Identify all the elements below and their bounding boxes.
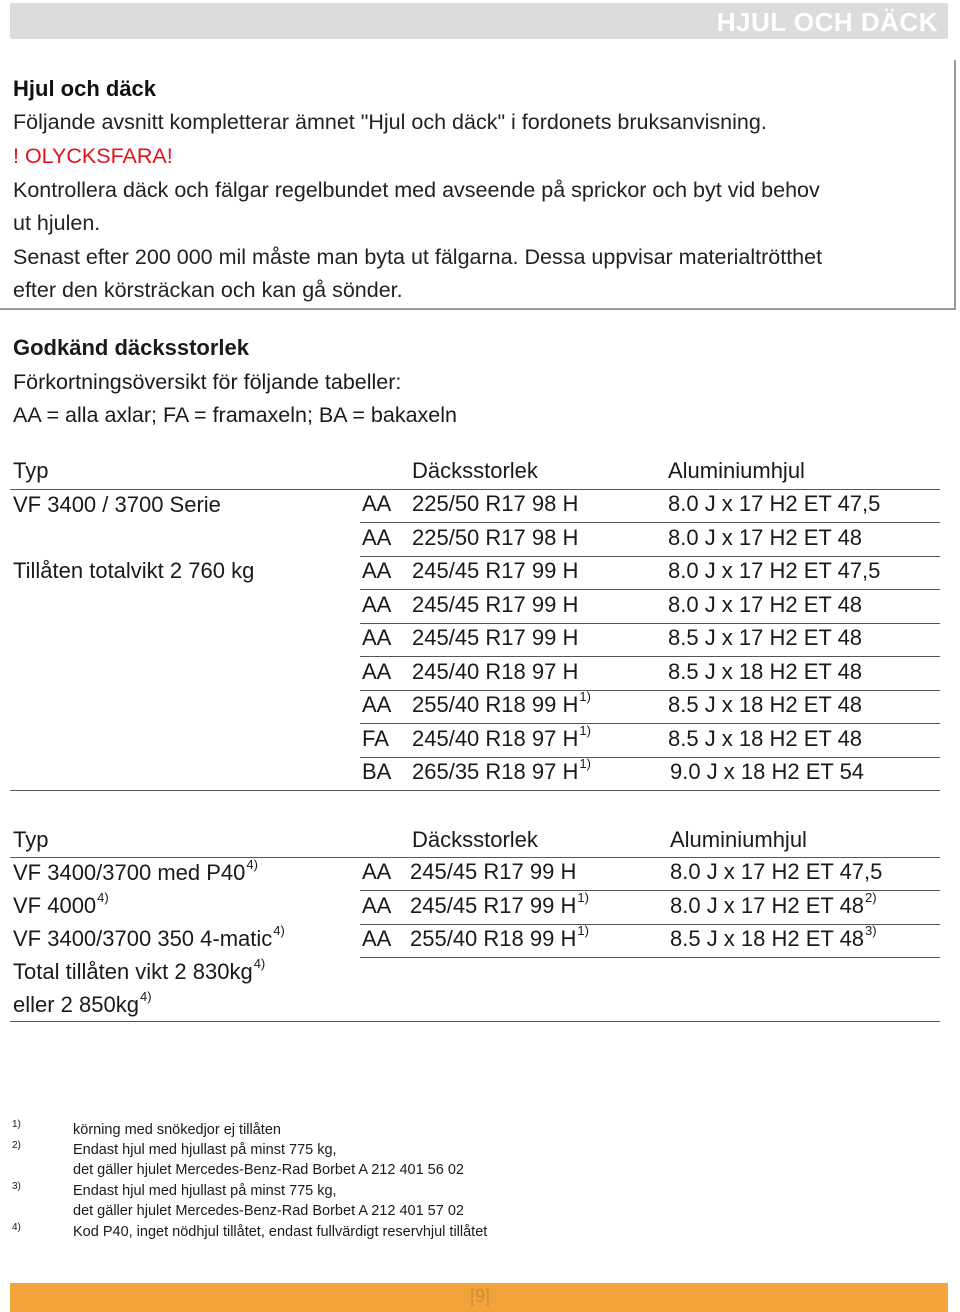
footnote-text-continued: det gäller hjulet Mercedes-Benz-Rad Borbet A 212 401 56 02 xyxy=(73,1162,464,1178)
footnote-number: 4) xyxy=(12,1222,21,1233)
table2-type-cell: VF 3400/3700 med P40$^{4)}$ xyxy=(13,857,258,885)
table-row xyxy=(360,657,940,691)
table2-header-type: Typ xyxy=(13,827,49,852)
rim-cell: 9.0 J x 18 H2 ET 54 xyxy=(670,759,865,784)
tire-size-cell: 245/40 R18 97 H xyxy=(412,659,579,684)
header-bar xyxy=(10,3,948,39)
warning-line-1: Kontrollera däck och fälgar regelbundet med avseende på sprickor och byt vid behov xyxy=(13,178,820,202)
axle-cell: BA xyxy=(362,759,392,784)
rim-cell: 8.5 J x 18 H2 ET 48$^{3)}$ xyxy=(670,923,877,951)
table-row xyxy=(360,924,940,958)
footnote-number: 2) xyxy=(12,1140,21,1151)
table2-type-cell: VF 3400/3700 350 4-matic$^{4)}$ xyxy=(13,923,285,951)
table-row xyxy=(360,891,940,925)
axle-cell: AA xyxy=(362,592,392,617)
table2-type-cell: VF 4000$^{4)}$ xyxy=(13,890,109,918)
table-row xyxy=(360,857,940,891)
tire-size-cell: 225/50 R17 98 H xyxy=(412,491,579,516)
table2-weight-line-1: Total tillåten vikt 2 $830kg^{4)}$ xyxy=(13,956,266,984)
tire-size-cell: 245/45 R17 99 H xyxy=(412,592,579,617)
axle-cell: AA xyxy=(362,926,392,951)
rim-cell: 8.0 J x 17 H2 ET 47,5 xyxy=(670,859,883,884)
rim-cell: 8.0 J x 17 H2 ET 48$^{2)}$ xyxy=(670,890,877,918)
table1-header-tire: Däcksstorlek xyxy=(412,458,538,483)
axle-cell: AA xyxy=(362,659,392,684)
footnote-text: Endast hjul med hjullast på minst 775 kg, xyxy=(73,1142,337,1158)
header-title: HJUL OCH DÄCK xyxy=(716,7,938,37)
table-row xyxy=(360,489,940,523)
warning-line-3: Senast efter 200 000 mil måste man byta ut fälgarna. Dessa uppvisar materialtrötthet xyxy=(13,245,823,269)
tire-size-cell: 265/35 R18 97 $H^{1)}$ xyxy=(412,756,591,784)
tire-size-cell: 225/50 R17 98 H xyxy=(412,525,579,550)
footnote-number: 1) xyxy=(12,1119,21,1130)
rim-cell: 8.0 J x 17 H2 ET 48 xyxy=(668,592,863,617)
table1-header-rim: Aluminiumhjul xyxy=(668,458,805,483)
tire-size-cell: 245/40 R18 97 $H^{1)}$ xyxy=(412,723,591,751)
warning-line-4: efter den körsträckan och kan gå sönder. xyxy=(13,278,403,302)
table1-type-label: VF 3400 / 3700 Serie xyxy=(13,492,221,517)
table-row xyxy=(360,623,940,657)
tire-size-cell: 255/40 R18 99 $H^{1)}$ xyxy=(412,689,591,717)
table-row xyxy=(360,724,940,758)
rim-cell: 8.5 J x 18 H2 ET 48 xyxy=(668,659,863,684)
tire-size-cell: 245/45 R17 99 H xyxy=(412,558,579,583)
footnote-number: 3) xyxy=(12,1181,21,1192)
warning-line-2: ut hjulen. xyxy=(13,211,101,235)
page-number: [9] xyxy=(469,1286,490,1306)
rim-cell: 8.5 J x 18 H2 ET 48 xyxy=(668,726,863,751)
footnote-text: körning med snökedjor ej tillåten xyxy=(73,1122,281,1138)
section-title: Godkänd däcksstorlek xyxy=(13,335,249,360)
table2-header-rim: Aluminiumhjul xyxy=(670,827,807,852)
table-row xyxy=(360,590,940,624)
rim-cell: 8.5 J x 18 H2 ET 48 xyxy=(668,692,863,717)
tire-size-cell: 245/45 R17 99 H xyxy=(410,859,577,884)
axle-cell: AA xyxy=(362,859,392,884)
footnote-text: Kod P40, inget nödhjul tillåtet, endast fullvärdigt reservhjul tillåtet xyxy=(73,1224,488,1240)
tire-size-cell: 245/45 R17 99 $H^{1)}$ xyxy=(410,890,589,918)
table1-header-type: Typ xyxy=(13,458,49,483)
tire-size-cell: 255/40 R18 99 $H^{1)}$ xyxy=(410,923,589,951)
axle-cell: FA xyxy=(362,726,389,751)
axle-cell: AA xyxy=(362,491,392,516)
abbreviation-text: AA = alla axlar; FA = framaxeln; BA = bakaxeln xyxy=(13,403,457,427)
rim-cell: 8.0 J x 17 H2 ET 48 xyxy=(668,525,863,550)
rim-cell: 8.0 J x 17 H2 ET 47,5 xyxy=(668,491,881,516)
danger-label: ! OLYCKSFARA! xyxy=(13,144,173,168)
table2-header-tire: Däcksstorlek xyxy=(412,827,538,852)
tire-size-cell: 245/45 R17 99 H xyxy=(412,625,579,650)
table2-weight-line-2: eller 2 $850kg^{4)}$ xyxy=(13,989,152,1017)
table-row xyxy=(360,690,940,724)
warning-box xyxy=(0,60,956,310)
axle-cell: AA xyxy=(362,893,392,918)
footnote-text: Endast hjul med hjullast på minst 775 kg, xyxy=(73,1183,337,1199)
warning-intro: Följande avsnitt kompletterar ämnet "Hjul och däck" i fordonets bruksanvisning. xyxy=(13,110,767,134)
table1-weight-label: Tillåten totalvikt 2 760 kg xyxy=(13,558,255,583)
warning-heading: Hjul och däck xyxy=(13,76,157,101)
axle-cell: AA xyxy=(362,525,392,550)
table2-bottom-divider xyxy=(10,1021,940,1022)
axle-cell: AA xyxy=(362,625,392,650)
axle-cell: AA xyxy=(362,692,392,717)
axle-cell: AA xyxy=(362,558,392,583)
table-row xyxy=(10,757,940,791)
rim-cell: 8.5 J x 17 H2 ET 48 xyxy=(668,625,863,650)
table-row xyxy=(360,523,940,557)
table-row xyxy=(360,556,940,590)
footnote-text-continued: det gäller hjulet Mercedes-Benz-Rad Borbet A 212 401 57 02 xyxy=(73,1203,464,1219)
abbreviation-title: Förkortningsöversikt för följande tabeller: xyxy=(13,370,402,394)
rim-cell: 8.0 J x 17 H2 ET 47,5 xyxy=(668,558,881,583)
